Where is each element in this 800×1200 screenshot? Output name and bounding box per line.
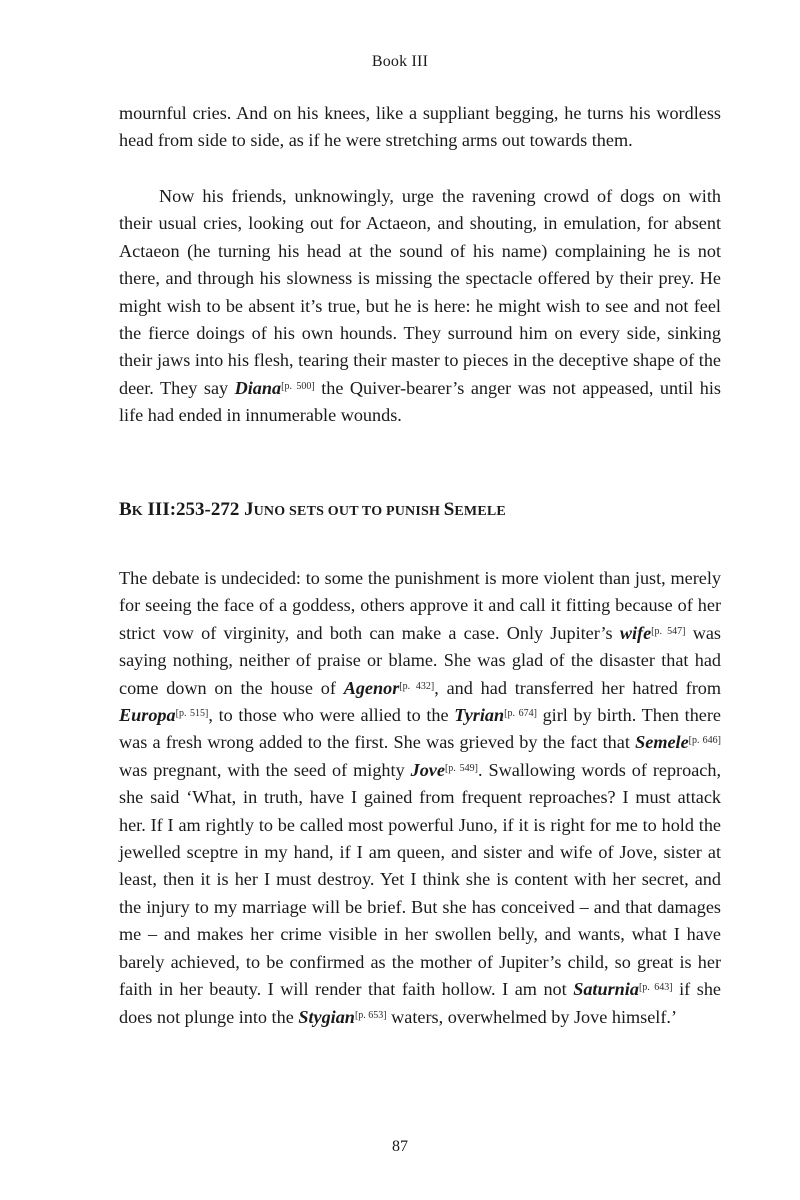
text-run: was saying nothing, neither of praise or blame. She was glad of the disaster that had come down on the house of (119, 622, 721, 698)
name-jove[interactable]: Jove (410, 759, 445, 780)
text-run: , and had transferred her hatred from (434, 677, 721, 698)
name-wife[interactable]: wife (619, 622, 652, 643)
running-head: Book III (371, 53, 429, 70)
page-ref-link[interactable]: [p. 549] (444, 762, 479, 774)
heading-part: B (119, 499, 132, 520)
page-ref-link[interactable]: [p. 653] (354, 1009, 387, 1021)
name-stygian[interactable]: Stygian (298, 1006, 355, 1027)
section-heading (119, 496, 721, 526)
page-ref-link[interactable]: [p. 547] (651, 625, 686, 637)
name-tyrian[interactable]: Tyrian (454, 705, 505, 726)
name-semele[interactable]: Semele (635, 732, 689, 753)
paragraph-actaeon-death (119, 183, 721, 430)
heading-part: J (244, 499, 254, 520)
page-ref-link[interactable]: [p. 515] (175, 708, 209, 720)
name-agenor[interactable]: Agenor (343, 677, 400, 698)
paragraph-continuation (119, 100, 721, 155)
text-run: if she does not plunge into the (119, 979, 722, 1027)
text-run: waters, overwhelmed by Jove himself.’ (386, 1006, 678, 1027)
page-ref-link[interactable]: [p. 500] (281, 380, 315, 392)
heading-part: SETS OUT TO PUNISH (285, 504, 444, 519)
paragraph-juno-semele (119, 565, 721, 1031)
text-run: Now his friends, unknowingly, urge the ravening crowd of dogs on with their usual cries, looking out for Actaeon, and shouting, in emulation, for absent Actaeon (he turning his head at the sound of his name) complaining he is not there, and through his slowness is missing the spectacle offered by their prey. He might wish to be absent it’s true, but he is here: he might wish to see and not feel the fierce doings of his own hounds. They surround him on every side, sinking their jaws into his flesh, tearing their master to pieces in the deceptive shape of the deer. They say (119, 186, 721, 398)
page-ref-link[interactable]: [p. 643] (638, 982, 673, 994)
text-run: was pregnant, with the seed of mighty (119, 759, 411, 780)
text-run: . Swallowing words of reproach, she said ‘What, in truth, have I gained from frequent reproaches? I must attack her. If I am rightly to be called most powerful Juno, if it is right for me to hold the jewelled sceptre in my hand, if I am queen, and sister and wife of Jove, sister at least, then it is her I must destroy. Yet I think she is content with her secret, and the injury to my marriage will be brief. But she has conceived – and that damages me – and makes her crime visible in her swollen belly, and wants, what I have barely achieved, to be confirmed as the mother of Jupiter’s child, so great is her faith in her beauty. I will render that faith hollow. I am not (119, 759, 721, 1000)
text-run: , to those who were allied to the (208, 705, 455, 726)
page-number: 87 (392, 1138, 408, 1155)
heading-part: S (443, 499, 455, 520)
text-run: the Quiver-bearer’s anger was not appeased, until his life had ended in innumerable wounds. (119, 377, 721, 426)
heading-part: K (131, 504, 143, 519)
page-ref-link[interactable]: [p. 432] (399, 680, 435, 692)
paragraph-text (119, 183, 721, 430)
text-run: girl by birth. Then there was a fresh wrong added to the first. She was grieved by the fact that (119, 705, 721, 753)
page-ref-link[interactable]: [p. 646] (688, 735, 722, 747)
name-saturnia[interactable]: Saturnia (573, 979, 639, 1000)
name-europa[interactable]: Europa (119, 705, 176, 726)
heading-part: UNO (253, 504, 286, 519)
heading-part: III:253-272 (142, 499, 245, 520)
name-diana[interactable]: Diana (234, 377, 282, 398)
paragraph-text (119, 565, 721, 1031)
heading-part: EMELE (454, 504, 506, 519)
paragraph-text: mournful cries. And on his knees, like a suppliant begging, he turns his wordless head from side to side, as if he were stretching arms out towards them. (119, 103, 721, 151)
text-run: The debate is undecided: to some the punishment is more violent than just, merely for seeing the face of a goddess, others approve it and call it fitting because of her strict vow of virginity, and both can make a case. Only Jupiter’s (119, 568, 721, 643)
page-ref-link[interactable]: [p. 674] (504, 708, 537, 720)
